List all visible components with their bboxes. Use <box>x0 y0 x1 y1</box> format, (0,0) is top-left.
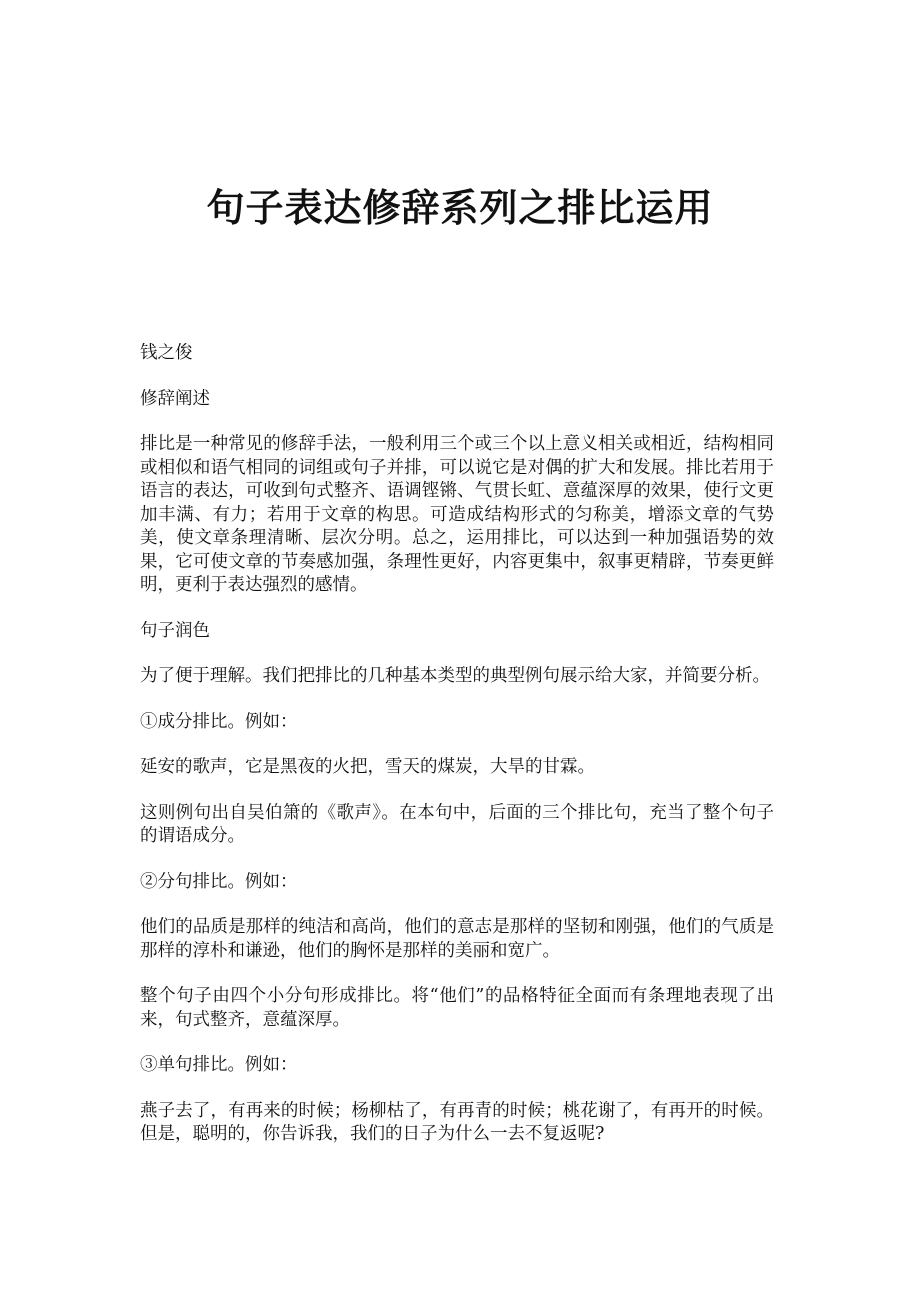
type-3-example: 燕子去了，有再来的时候；杨柳枯了，有再青的时候；桃花谢了，有再开的时候。但是，聪明的，你告诉我，我们的日子为什么一去不复返呢? <box>140 1100 774 1144</box>
document-title: 句子表达修辞系列之排比运用 <box>206 186 714 230</box>
type-2-analysis: 整个句子由四个小分句形成排比。将“他们”的品格特征全面而有条理地表现了出来，句式整齐，意蕴深厚。 <box>140 986 774 1030</box>
type-2-example: 他们的品质是那样的纯洁和高尚，他们的意志是那样的坚韧和刚强，他们的气质是那样的淳朴和谦逊，他们的胸怀是那样的美丽和宽广。 <box>140 917 774 961</box>
author-name: 钱之俊 <box>140 343 193 363</box>
type-1-heading: ①成分排比。例如： <box>140 711 298 732</box>
type-2-heading: ②分句排比。例如： <box>140 871 298 892</box>
section-heading-rhetoric-explanation: 修辞阐述 <box>140 388 210 409</box>
type-3-heading: ③单句排比。例如： <box>140 1055 298 1075</box>
type-1-example: 延安的歌声，它是黑夜的火把，雪天的煤炭，大旱的甘霖。 <box>140 757 595 777</box>
section-heading-sentence-polishing: 句子润色 <box>140 620 210 641</box>
paragraph-intro: 为了便于理解。我们把排比的几种基本类型的典型例句展示给大家，并简要分析。 <box>140 666 770 686</box>
paragraph-rhetoric-explanation: 排比是一种常见的修辞手法，一般利用三个或三个以上意义相关或相近，结构相同或相似和语气相同的词组或句子并排，可以说它是对偶的扩大和发展。排比若用于语言的表达，可收到句式整齐、语调铿锵、气贯长虹、意蕴深厚的效果，使行文更加丰满、有力；若用于文章的构思。可造成结构形式的匀称美，增添文章的气势美，使文章条理清晰、层次分明。总之，运用排比，可以达到一种加强语势的效果，它可使文章的节奏感加强，条理性更好，内容更集中，叙事更精辟，节奏更鲜明，更利于表达强烈的感情。 <box>140 434 774 595</box>
type-1-analysis: 这则例句出自吴伯箫的《歌声》。在本句中，后面的三个排比句，充当了整个句子的谓语成分。 <box>140 802 774 846</box>
document-body <box>140 342 774 1169</box>
